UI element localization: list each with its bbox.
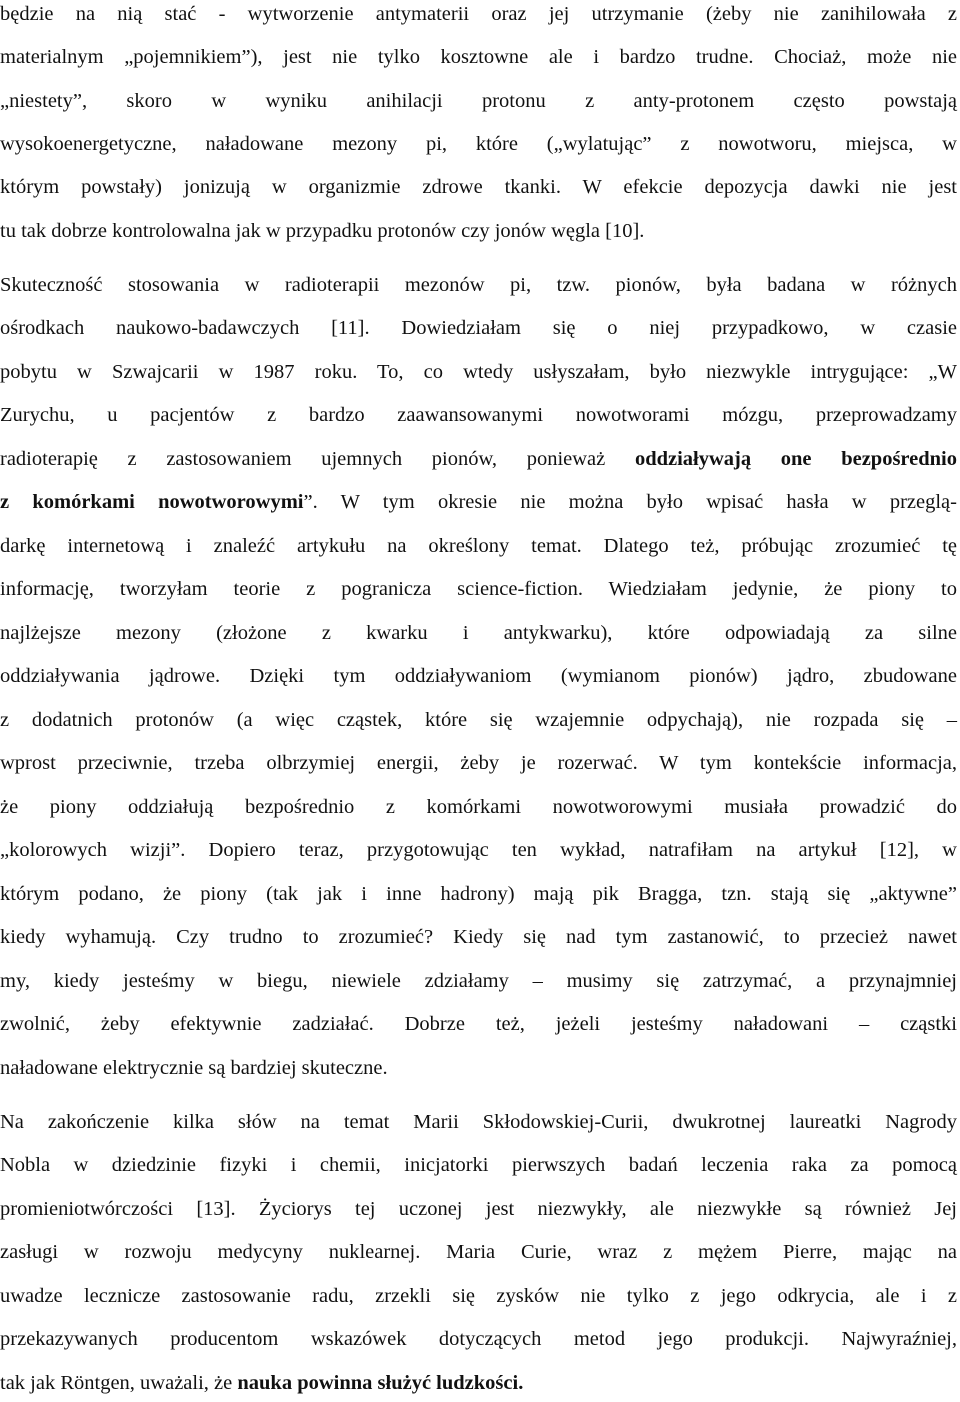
text-line: Zurychu, u pacjentów z bardzo zaawansowanymi nowotworami mózgu, przeprowadzamy — [0, 404, 957, 426]
text-line: promieniotwórczości [13]. Życiorys tej uczonej jest niezwykły, ale niezwykłe są również Jej — [0, 1198, 957, 1220]
text-line-with-bold — [0, 445, 957, 473]
text-span: ”. W tym okresie nie można było wpisać hasła w przeglą- — [303, 491, 957, 513]
text-line: naładowane elektrycznie są bardziej skuteczne. — [0, 1057, 388, 1079]
bold-text: oddziaływają one bezpośrednio — [634, 448, 958, 470]
text-line: tu tak dobrze kontrolowalna jak w przypadku protonów czy jonów węgla [10]. — [0, 220, 645, 242]
text-line: będzie na nią stać - wytworzenie antymaterii oraz jej utrzymanie (żeby nie zanihilowała z — [0, 3, 957, 25]
text-line: najlżejsze mezony (złożone z kwarku i antykwarku), które odpowiadają za silne — [0, 622, 957, 644]
text-line: wysokoenergetyczne, naładowane mezony pi, które („wylatując” z nowotworu, miejsca, w — [0, 133, 957, 155]
text-line: „kolorowych wizji”. Dopiero teraz, przygotowując ten wykład, natrafiłam na artykuł [12], w — [0, 839, 957, 861]
text-line-with-bold — [0, 1369, 957, 1397]
text-line: informację, tworzyłam teorie z pogranicza science-fiction. Wiedziałam jedynie, że piony to — [0, 578, 957, 600]
text-line: zasługi w rozwoju medycyny nuklearnej. Maria Curie, wraz z mężem Pierre, mając na — [0, 1241, 957, 1263]
text-line: którym powstały) jonizują w organizmie zdrowe tkanki. W efekcie depozycja dawki nie jest — [0, 176, 957, 198]
text-line: kiedy wyhamują. Czy trudno to zrozumieć? Kiedy się nad tym zastanowić, to przecież nawet — [0, 926, 957, 948]
text-line: przekazywanych producentom wskazówek dotyczących metod jego produkcji. Najwyraźniej, — [0, 1328, 957, 1350]
bold-text: z komórkami nowotworowymi — [0, 491, 304, 513]
text-line: pobytu w Szwajcarii w 1987 roku. To, co wtedy usłyszałam, było niezwykle intrygujące: „W — [0, 361, 957, 383]
text-line: ośrodkach naukowo-badawczych [11]. Dowiedziałam się o niej przypadkowo, w czasie — [0, 317, 957, 339]
text-line: uwadze lecznicze zastosowanie radu, zrzekli się zysków nie tylko z jego odkrycia, ale i z — [0, 1285, 957, 1307]
text-span: tak jak Röntgen, uważali, że — [0, 1372, 238, 1394]
text-span: radioterapię z zastosowaniem ujemnych pionów, ponieważ — [0, 448, 635, 470]
text-line: że piony oddziałują bezpośrednio z komórkami nowotworowymi musiała prowadzić do — [0, 796, 957, 818]
text-line: Skuteczność stosowania w radioterapii mezonów pi, tzw. pionów, była badana w różnych — [0, 274, 957, 296]
text-line-with-bold — [0, 488, 957, 516]
text-line: „niestety”, skoro w wyniku anihilacji protonu z anty-protonem często powstają — [0, 90, 957, 112]
text-line: z dodatnich protonów (a więc cząstek, które się wzajemnie odpychają), nie rozpada się – — [0, 709, 957, 731]
text-line: wprost przeciwnie, trzeba olbrzymiej energii, żeby je rozerwać. W tym kontekście informacja, — [0, 752, 957, 774]
bold-text: nauka powinna służyć ludzkości. — [237, 1372, 524, 1394]
text-line: którym podano, że piony (tak jak i inne hadrony) mają pik Bragga, tzn. stają się „aktywne” — [0, 883, 957, 905]
text-line: Na zakończenie kilka słów na temat Marii Skłodowskiej-Curii, dwukrotnej laureatki Nagrody — [0, 1111, 957, 1133]
text-line: materialnym „pojemnikiem”), jest nie tylko kosztowne ale i bardzo trudne. Chociaż, może nie — [0, 46, 957, 68]
text-line: oddziaływania jądrowe. Dzięki tym oddziaływaniom (wymianom pionów) jądro, zbudowane — [0, 665, 957, 687]
text-line: darkę internetową i znaleźć artykułu na określony temat. Dlatego też, próbując zrozumieć tę — [0, 535, 957, 557]
text-line: zwolnić, żeby efektywnie zadziałać. Dobrze też, jeżeli jesteśmy naładowani – cząstki — [0, 1013, 957, 1035]
text-line: Nobla w dziedzinie fizyki i chemii, inicjatorki pierwszych badań leczenia raka za pomocą — [0, 1154, 957, 1176]
text-line: my, kiedy jesteśmy w biegu, niewiele zdziałamy – musimy się zatrzymać, a przynajmniej — [0, 970, 957, 992]
